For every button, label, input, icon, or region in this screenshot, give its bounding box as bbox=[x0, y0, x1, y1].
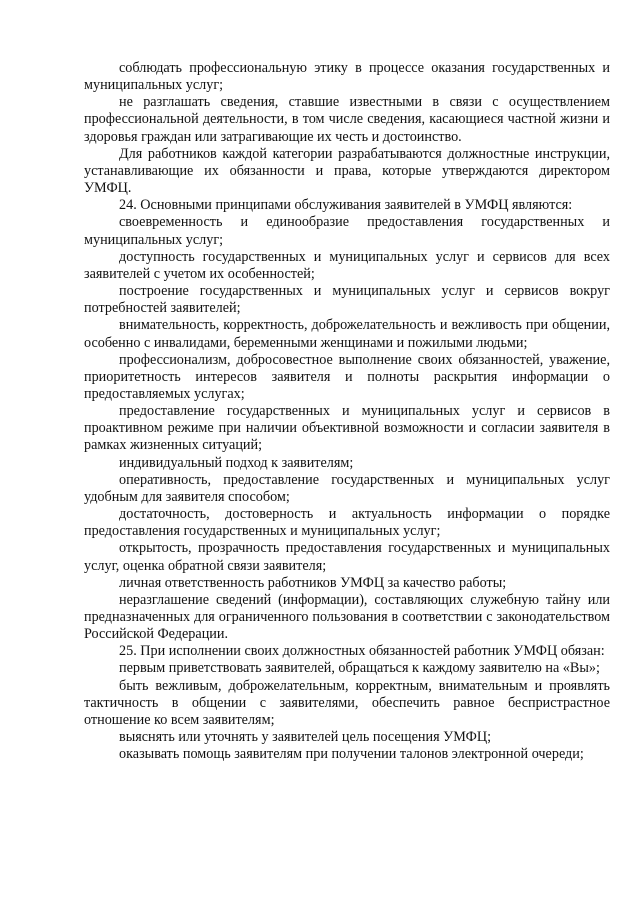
paragraph: доступность государственных и муниципальных услуг и сервисов для всех заявителей с учетом их особенностей; bbox=[84, 248, 610, 282]
paragraph: оказывать помощь заявителям при получении талонов электронной очереди; bbox=[119, 746, 584, 763]
paragraph: своевременность и единообразие предоставления государственных и муниципальных услуг; bbox=[84, 214, 610, 248]
paragraph: соблюдать профессиональную этику в процессе оказания государственных и муниципальных услуг; bbox=[84, 60, 610, 94]
paragraph: 24. Основными принципами обслуживания заявителей в УМФЦ являются: bbox=[119, 197, 573, 214]
paragraph: не разглашать сведения, ставшие известными в связи с осуществлением профессиональной деятельности, в том числе сведения, касающиеся частной жизни и здоровья граждан или затрагивающие их честь и достоинство. bbox=[84, 94, 610, 145]
paragraph: Для работников каждой категории разрабатываются должностные инструкции, устанавливающие их обязанности и права, которые утверждаются директором УМФЦ. bbox=[84, 145, 610, 197]
paragraph: выяснять или уточнять у заявителей цель посещения УМФЦ; bbox=[119, 729, 492, 746]
paragraph: 25. При исполнении своих должностных обязанностей работник УМФЦ обязан: bbox=[119, 643, 605, 660]
paragraph: первым приветствовать заявителей, обращаться к каждому заявителю на «Вы»; bbox=[119, 660, 600, 677]
paragraph: построение государственных и муниципальных услуг и сервисов вокруг потребностей заявителей; bbox=[84, 283, 610, 317]
paragraph: личная ответственность работников УМФЦ за качество работы; bbox=[119, 574, 507, 591]
paragraph: достаточность, достоверность и актуальность информации о порядке предоставления государственных и муниципальных услуг; bbox=[84, 506, 610, 540]
paragraph: профессионализм, добросовестное выполнение своих обязанностей, уважение, приоритетность интересов заявителя и полноты раскрытия информации о предоставляемых услугах; bbox=[84, 351, 610, 402]
paragraph: неразглашение сведений (информации), составляющих служебную тайну или предназначенных для ограниченного пользования в соответствии с законодательством Российской Федерации. bbox=[84, 591, 610, 643]
paragraph: индивидуальный подход к заявителям; bbox=[119, 454, 354, 471]
paragraph: быть вежливым, доброжелательным, корректным, внимательным и проявлять тактичность в общении с заявителями, обеспечить равное беспристрастное отношение ко всем заявителям; bbox=[84, 677, 610, 728]
paragraph: оперативность, предоставление государственных и муниципальных услуг удобным для заявителя способом; bbox=[84, 471, 610, 505]
paragraph: открытость, прозрачность предоставления государственных и муниципальных услуг, оценка обратной связи заявителя; bbox=[84, 540, 610, 574]
document-page bbox=[84, 60, 610, 763]
paragraph: внимательность, корректность, доброжелательность и вежливость при общении, особенно с инвалидами, беременными женщинами и пожилыми людьми; bbox=[84, 317, 610, 351]
paragraph: предоставление государственных и муниципальных услуг и сервисов в проактивном режиме при наличии объективной возможности и согласии заявителя в рамках жизненных ситуаций; bbox=[84, 403, 610, 454]
